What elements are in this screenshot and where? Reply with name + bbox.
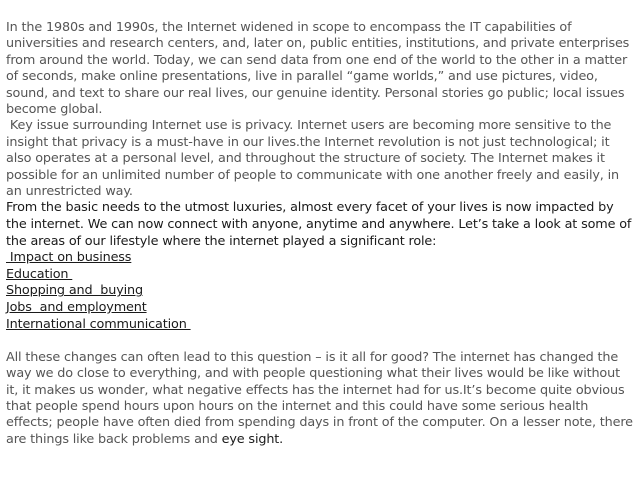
link-shopping-and-buying[interactable]: Shopping and buying [6, 283, 143, 299]
link-education[interactable]: Education [6, 266, 73, 282]
list-item [6, 283, 636, 300]
link-jobs-and-employment[interactable]: Jobs and employment [6, 300, 147, 316]
paragraph-negative-effects [6, 350, 636, 448]
list-item [6, 317, 636, 334]
eye-sight-text: eye sight. [221, 431, 284, 447]
paragraph-internet-history: In the 1980s and 1990s, the Internet widened in scope to encompass the IT capabilities of universities and research centers, and, later on, public entities, institutions, and private enterprises from around the world. Today, we can send data from one end of the world to the other in a matter of seconds, make online presentations, live in parallel “game worlds,” and use pictures, video, sound, and text to share our real lives, our genuine identity. Personal stories go public; local issues become global. [6, 20, 630, 118]
link-international-communication[interactable]: International communication [6, 316, 191, 332]
list-item [6, 300, 636, 317]
list-item [6, 267, 636, 284]
link-impact-on-business[interactable]: Impact on business [6, 250, 132, 266]
paragraph-negative-effects-text: All these changes can often lead to this question – is it all for good? The internet has changed the way we do close to everything, and with people questioning what their lives would be like without it, it makes us wonder, what negative effects has the internet had for us.It’s become quite obvious that people spend hours upon hours on the internet and this could have some serious health effects; people have often died from spending days in front of the computer. On a lesser note, there are things like back problems and [6, 349, 633, 447]
list-item [6, 250, 636, 267]
article-body [6, 20, 636, 448]
paragraph-privacy: Key issue surrounding Internet use is privacy. Internet users are becoming more sensitive to the insight that privacy is a must-have in our lives.the Internet revolution is not just technological; it also operates at a personal level, and throughout the structure of society. The Internet makes it possible for an unlimited number of people to communicate with one another freely and easily, in an unrestricted way. [6, 118, 623, 200]
topic-links-list [6, 250, 636, 333]
paragraph-lifestyle-intro: From the basic needs to the utmost luxuries, almost every facet of your lives is now impacted by the internet. We can now connect with anyone, anytime and anywhere. Let’s take a look at some of the areas of our lifestyle where the internet played a significant role: [6, 200, 632, 249]
blank-line [6, 333, 636, 350]
